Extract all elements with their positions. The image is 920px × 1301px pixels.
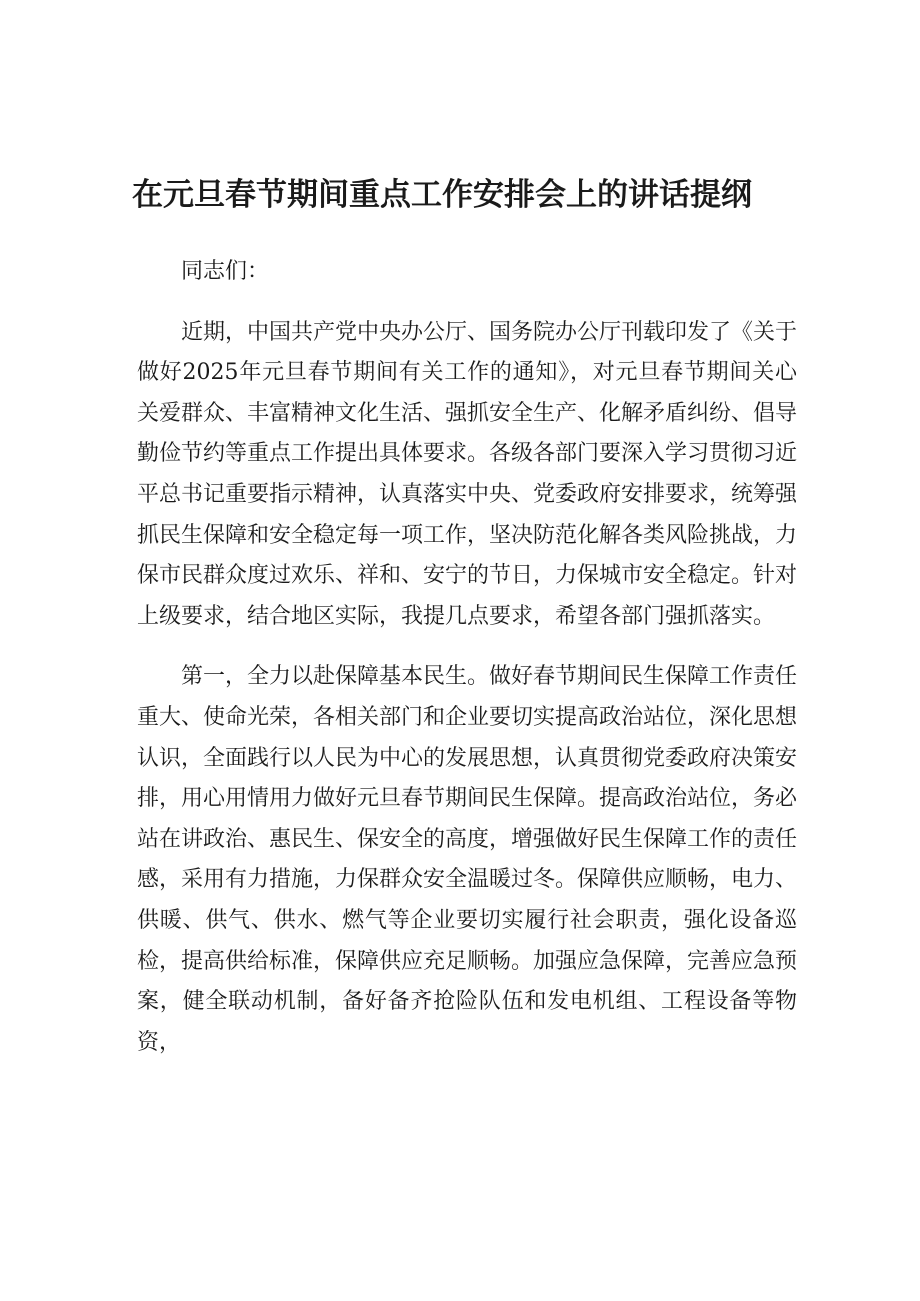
document-title: 在元旦春节期间重点工作安排会上的讲话提纲 xyxy=(132,177,752,213)
body-paragraph: 第一，全力以赴保障基本民生。做好春节期间民生保障工作责任重大、使命光荣，各相关部门和企业要切实提高政治站位，深化思想认识，全面践行以人民为中心的发展思想，认真贯彻党委政府决策安排，用心用情用力做好元旦春节期间民生保障。提高政治站位，务必站在讲政治、惠民生、保安全的高度，增强做好民生保障工作的责任感，采用有力措施，力保群众安全温暖过冬。保障供应顺畅，电力、供暖、供气、供水、燃气等企业要切实履行社会职责，强化设备巡检，提高供给标准，保障供应充足顺畅。加强应急保障，完善应急预案，健全联动机制，备好备齐抢险队伍和发电机组、工程设备等物资， xyxy=(137,664,798,1055)
body-paragraph: 近期，中国共产党中央办公厅、国务院办公厅刊载印发了《关于做好2025年元旦春节期间有关工作的通知》，对元旦春节期间关心关爱群众、丰富精神文化生活、强抓安全生产、化解矛盾纠纷、倡导勤俭节约等重点工作提出具体要求。各级各部门要深入学习贯彻习近平总书记重要指示精神，认真落实中央、党委政府安排要求，统筹强抓民生保障和安全稳定每一项工作，坚决防范化解各类风险挑战，力保市民群众度过欢乐、祥和、安宁的节日，力保城市安全稳定。针对上级要求，结合地区实际，我提几点要求，希望各部门强抓落实。 xyxy=(137,319,798,629)
document-body xyxy=(137,252,797,1063)
salutation: 同志们： xyxy=(181,259,270,284)
